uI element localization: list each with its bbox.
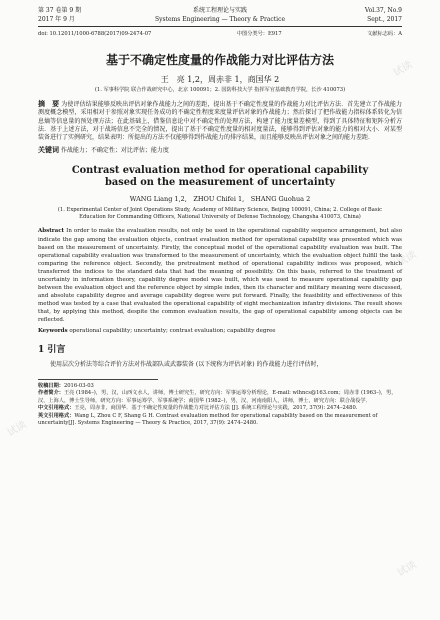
citation-en <box>38 413 402 428</box>
citation-en-label: 英文引用格式： <box>38 412 75 419</box>
abstract-cn <box>38 100 402 142</box>
abstract-cn-label: 摘 要 <box>38 99 60 108</box>
section-number: 1 <box>38 345 45 356</box>
footnotes <box>38 383 402 427</box>
affiliation-cn: (1. 军事科学院 联合作战研究中心，北京 100091；2. 国防科技大学 指挥军官基础教育学院，长沙 410073) <box>94 87 346 93</box>
author-bio <box>38 390 402 405</box>
keywords-en-label: Keywords <box>38 328 68 335</box>
watermark: 试读 <box>395 249 419 269</box>
header-rule <box>38 26 402 27</box>
watermark: 试读 <box>395 559 419 579</box>
date-en: Sept., 2017 <box>367 16 402 23</box>
section-text: 使用层次分析法等综合评价方法对作战部队或武器装备 (以下统称为评估对象) 的作战能力进行评估时， <box>50 361 323 369</box>
article-meta <box>38 30 402 38</box>
section-title: 引言 <box>47 345 66 356</box>
received-label: 收稿日期： <box>38 383 64 390</box>
journal-name-en: Systems Engineering — Theory & Practice <box>154 16 286 23</box>
footnote-rule <box>38 379 158 380</box>
author-bio-label: 作者简介： <box>38 390 64 397</box>
received-value: 2016-03-03 <box>63 383 94 390</box>
citation-cn <box>38 405 402 412</box>
title-cn: 基于不确定性度量的作战能力对比评估方法 <box>105 53 334 67</box>
document-code: 文献标志码：A <box>367 31 402 37</box>
abstract-en-label: Abstract <box>38 228 65 235</box>
citation-cn-text: 王亮，周赤非，商国华．基于不确定性度量的作战能力对比评估方法 [J]. 系统工程理论与实践，2017, 37(9): 2474–2480. <box>74 405 358 412</box>
authors-en: WANG Liang 1,2, ZHOU Chifei 1, SHANG Guohua 2 <box>129 195 311 204</box>
keywords-cn-label: 关键词 <box>38 145 59 155</box>
date-cn: 2017 年 9 月 <box>38 16 75 23</box>
authors-cn: 王 亮 1,2，周赤非 1，商国华 2 <box>160 75 280 84</box>
watermark: 试读 <box>391 59 415 79</box>
doi: doi: 10.12011/1000-6788(2017)09-2474-07 <box>38 31 152 37</box>
header-center <box>118 6 322 24</box>
keywords-en-text: operational capability; uncertainty; contrast evaluation; capability degree <box>69 328 276 335</box>
citation-en-text: Wang L, Zhou C F, Shang G H. Contrast evaluation method for operational capability based on the measurement of uncertainty[J]. Systems Engineering — Theory & Practice, 2017, 37(9): 2474–2480. <box>38 412 378 427</box>
affiliation-en: (1. Experimental Center of Joint Operations Study, Academy of Military Science, Beijing 100091, China; 2. College of Basic Education for Commanding Officers, National University of Defense Technology, Changsha 410073, China) <box>57 207 383 221</box>
running-header <box>38 6 402 24</box>
keywords-cn-text: 作战能力；不确定性；对比评估；能力度 <box>60 147 169 155</box>
section-heading <box>38 345 402 356</box>
citation-cn-label: 中文引用格式： <box>38 405 75 412</box>
volume-issue-en: Vol.37, No.9 <box>364 7 402 14</box>
watermark: 试读 <box>5 419 29 439</box>
header-right <box>322 6 402 24</box>
abstract-en <box>38 227 402 324</box>
title-en: Contrast evaluation method for operational capability based on the measurement of uncertainty <box>71 165 369 189</box>
volume-issue-cn: 第 37 卷第 9 期 <box>38 7 82 14</box>
abstract-en-text: In order to make the evaluation results, not only be used in the operational capability sequence arrangement, but also indicate the gap among the evaluation objects, contrast evaluation method for operational capability was presented which was based on the measurement of uncertainty. Firstly, the conceptual model of the operational capability evaluation was built. The operational capability evaluation was transformed to the measurement of uncertainty, which the evaluation object fulfill the task comparing the reference object. Secondly, the pretreatment method of operational capability indices was proposed, which transferred the indices to the standard data that had the meaning of possibility. On this basis, referred to the treatment of uncertainty in information theory, capability degree model was built, which was used to measure operational capability gap between the evaluation object and the reference object by simple index, then its character and military meaning were discussed, and absolute capability degree and average capability degree were put forward. Finally, the feasibility and effectiveness of this method was tested by a case that evaluated the operational capability of eight mechanization infantry divisions. The result shows that, by applying this method, despite the common evaluation results, the gap of operational capability among objects can be reflected. <box>38 228 403 323</box>
journal-name-cn: 系统工程理论与实践 <box>192 7 247 14</box>
abstract-cn-text: 为使评估结果能够反映出评估对象作战能力之间的差距，提出基于不确定性度量的作战能力对比评估方法．首先建立了作战能力测度概念模型，采用相对于参照对象实现任务成功的不确定性程度来度量评估对象的作战能力；然后探讨了把作战能力指标体系转化为信息熵等信息量的预处理方法；在此基础上，借鉴信息论中对不确定性的处理方法，构建了能力度量差模型，得到了具体特征和矩阵分析方法．基于上述方法，对于战场信息不完全的情况，提出了基于不确定性度量的相对度量法，能够得到评估对象的能力的相对大小．对某型装备进行了实例研究，结果表明：所提出的方法不仅能够得到作战能力的排序结果，而且能够反映出评估对象之间的能力差距． <box>38 101 402 142</box>
clc-number: 中图分类号：E917 <box>236 31 282 37</box>
author-bio-text: 王亮 (1984–)，男，汉，山西文水人，讲师，博士研究生，研究方向：军事运筹分析理论，E-mail: wlhncs@163.com；周赤非 (1963–)，男，汉，上海人，博士生导师，研究方向：军事运筹学、军事系统学；商国华 (1982–)，男，汉，河南南阳人，讲师，博士，研究方向：联合战役学． <box>38 390 397 404</box>
keywords-cn <box>38 145 402 155</box>
keywords-en <box>38 327 402 335</box>
header-left <box>38 6 118 24</box>
